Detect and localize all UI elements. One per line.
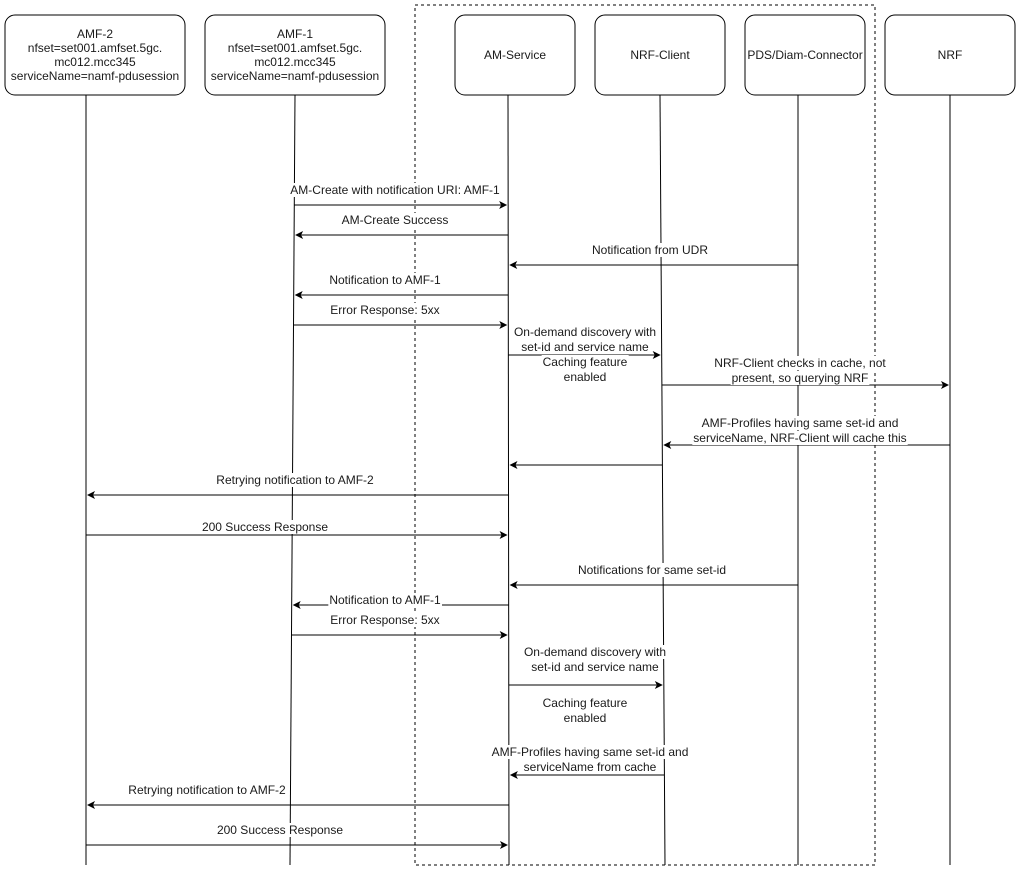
participant-amf1 bbox=[205, 15, 385, 95]
message-label: 200 Success Response bbox=[216, 823, 344, 837]
message-label: set-id and service name bbox=[521, 340, 649, 354]
message bbox=[293, 593, 509, 609]
message-label: AM-Create with notification URI: AMF-1 bbox=[290, 183, 500, 197]
participant-amf2 bbox=[5, 15, 185, 95]
message-label: NRF-Client checks in cache, not bbox=[714, 356, 886, 370]
message bbox=[87, 783, 509, 809]
participant-label: AMF-1 bbox=[277, 27, 313, 41]
participant-label: mc012.mcc345 bbox=[254, 55, 336, 69]
participant-label: serviceName=namf-pdusession bbox=[210, 69, 380, 83]
message bbox=[509, 461, 662, 469]
message bbox=[295, 273, 509, 299]
message bbox=[289, 183, 507, 209]
message bbox=[86, 823, 508, 849]
participant-nrf bbox=[885, 15, 1015, 95]
message-label: AM-Create Success bbox=[341, 213, 449, 227]
message bbox=[663, 416, 950, 449]
message-label: On-demand discovery with bbox=[523, 645, 667, 659]
message-label: enabled bbox=[563, 370, 607, 384]
message-label: Notification to AMF-1 bbox=[329, 593, 441, 607]
message-label: serviceName, NRF-Client will cache this bbox=[693, 431, 907, 445]
message-label: serviceName from cache bbox=[523, 760, 657, 774]
participant-label: nfset=set001.amfset.5gc. bbox=[227, 41, 363, 55]
participant-label: nfset=set001.amfset.5gc. bbox=[27, 41, 163, 55]
participant-label: AM-Service bbox=[483, 48, 547, 62]
message-label: Error Response: 5xx bbox=[330, 613, 440, 627]
participant-am-service bbox=[455, 15, 575, 95]
message-label: Retrying notification to AMF-2 bbox=[216, 473, 374, 487]
message bbox=[509, 645, 667, 689]
message-label: Notifications for same set-id bbox=[577, 563, 727, 577]
participant-label: mc012.mcc345 bbox=[54, 55, 136, 69]
message-label: present, so querying NRF bbox=[731, 371, 869, 385]
participant-nrf-client bbox=[595, 15, 725, 95]
message bbox=[295, 213, 508, 239]
message bbox=[542, 696, 629, 725]
message-label: set-id and service name bbox=[531, 660, 659, 674]
message-label: AMF-Profiles having same set-id and bbox=[701, 416, 899, 430]
message bbox=[291, 613, 507, 639]
message-label: enabled bbox=[563, 711, 607, 725]
message bbox=[87, 473, 509, 499]
message bbox=[509, 243, 798, 269]
message bbox=[508, 325, 660, 384]
message-label: AMF-Profiles having same set-id and bbox=[491, 745, 689, 759]
message-label: Caching feature bbox=[542, 696, 628, 710]
participant-label: NRF-Client bbox=[630, 48, 690, 62]
message bbox=[510, 563, 798, 589]
participant-label: PDS/Diam-Connector bbox=[747, 48, 863, 62]
message bbox=[662, 356, 949, 389]
message-label: Caching feature bbox=[542, 355, 628, 369]
participant-label: NRF bbox=[937, 48, 963, 62]
message-label: Retrying notification to AMF-2 bbox=[128, 783, 286, 797]
message bbox=[86, 520, 508, 539]
participant-pds-diam-connector bbox=[745, 15, 865, 95]
message-label: Notification from UDR bbox=[591, 243, 709, 257]
message-label: On-demand discovery with bbox=[513, 325, 657, 339]
message-label: Error Response: 5xx bbox=[330, 303, 440, 317]
participant-label: AMF-2 bbox=[77, 27, 113, 41]
participant-label: serviceName=namf-pdusession bbox=[10, 69, 180, 83]
message bbox=[491, 745, 690, 779]
message-label: 200 Success Response bbox=[201, 520, 329, 534]
message bbox=[294, 303, 508, 329]
message-label: Notification to AMF-1 bbox=[329, 273, 441, 287]
